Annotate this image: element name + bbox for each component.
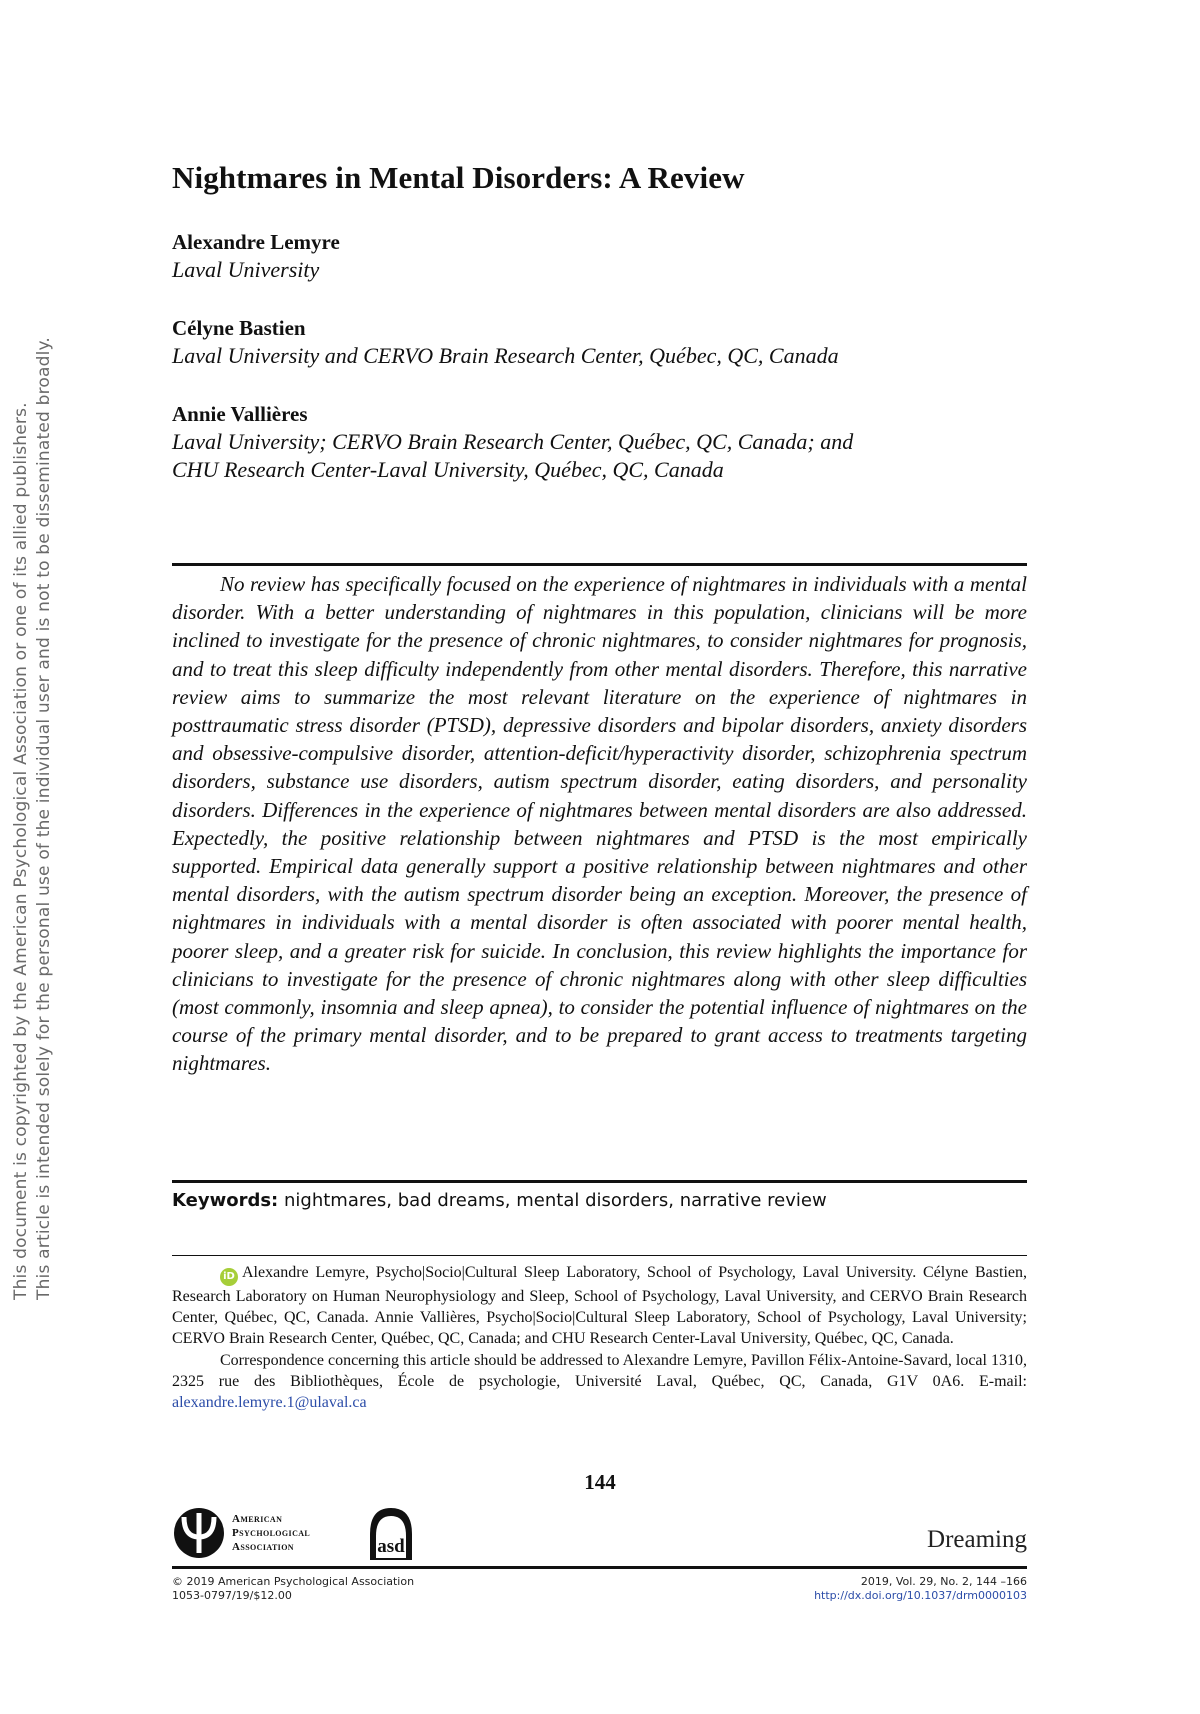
author-block-2 bbox=[172, 314, 839, 370]
author-name: Célyne Bastien bbox=[172, 316, 306, 340]
issn-line: 1053-0797/19/$12.00 bbox=[172, 1589, 292, 1602]
author-name: Annie Vallières bbox=[172, 402, 308, 426]
keywords bbox=[172, 1190, 1027, 1211]
affiliations-footnote bbox=[172, 1262, 1027, 1350]
abstract-top-rule bbox=[172, 563, 1027, 566]
abstract-bottom-rule bbox=[172, 1180, 1027, 1183]
author-affiliation: Laval University and CERVO Brain Research Center, Québec, QC, Canada bbox=[172, 343, 839, 368]
author-name: Alexandre Lemyre bbox=[172, 230, 340, 254]
correspondence-footnote bbox=[172, 1350, 1027, 1414]
bottom-rule bbox=[172, 1566, 1027, 1569]
author-block-3 bbox=[172, 400, 853, 484]
side-notice-line-1: This document is copyrighted by the American Psychological Association or one of its allied publishers. bbox=[11, 402, 31, 1300]
article-title: Nightmares in Mental Disorders: A Review bbox=[172, 160, 745, 195]
author-block-1 bbox=[172, 228, 340, 284]
psi-icon bbox=[172, 1507, 226, 1559]
asd-logo bbox=[366, 1504, 416, 1567]
copyright-side-notice bbox=[10, 337, 56, 1300]
citation-info bbox=[814, 1575, 1027, 1603]
page-number: 144 bbox=[584, 1470, 616, 1494]
apa-wordmark: American Psychological Association bbox=[232, 1513, 311, 1553]
author-affiliation: Laval University bbox=[172, 257, 320, 282]
copyright-info bbox=[172, 1575, 414, 1603]
footnotes bbox=[172, 1262, 1027, 1413]
keywords-label: Keywords: bbox=[172, 1190, 279, 1211]
footnote-rule bbox=[172, 1255, 1027, 1256]
svg-text:asd: asd bbox=[377, 1536, 405, 1557]
orcid-icon[interactable]: iD bbox=[220, 1268, 238, 1286]
email-link[interactable]: alexandre.lemyre.1@ulaval.ca bbox=[172, 1394, 367, 1412]
keywords-text: nightmares, bad dreams, mental disorders, narrative review bbox=[283, 1190, 827, 1211]
journal-name: Dreaming bbox=[927, 1526, 1027, 1553]
correspondence-text: Correspondence concerning this article should be addressed to Alexandre Lemyre, Pavillon Félix-Antoine-Savard, local 1310, 2325 rue des Bibliothèques, École de psychologie, Université Laval, Québec, QC, Canada, G1V 0A6. E-mail: bbox=[172, 1351, 1027, 1390]
author-affiliation-line-1: Laval University; CERVO Brain Research Center, Québec, QC, Canada; and bbox=[172, 429, 854, 454]
copyright-line: © 2019 American Psychological Association bbox=[172, 1575, 415, 1588]
affiliations-text: Alexandre Lemyre, Psycho|Socio|Cultural Sleep Laboratory, School of Psychology, Laval University. Célyne Bastien, Research Laboratory on Human Neurophysiology and Sleep, School of Psychology, Laval University, and CERVO Brain Research Center, Québec, QC, Canada. Annie Vallières, Psycho|Socio|Cultural Sleep Laboratory, School of Psychology, Laval University; CERVO Brain Research Center, Québec, QC, Canada; and CHU Research Center-Laval University, Québec, QC, Canada. bbox=[172, 1264, 1027, 1348]
abstract: No review has specifically focused on the experience of nightmares in individuals with a mental disorder. With a better understanding of nightmares in this population, clinicians will be more inclined to investigate for the presence of chronic nightmares, to consider nightmares for prognosis, and to treat this sleep difficulty independently from other mental disorders. Therefore, this narrative review aims to summarize the most relevant literature on the experience of nightmares in posttraumatic stress disorder (PTSD), depressive disorders and bipolar disorders, anxiety disorders and obsessive-compulsive disorder, attention-deficit/hyperactivity disorder, schizophrenia spectrum disorders, substance use disorders, autism spectrum disorder, eating disorders, and personality disorders. Differences in the experience of nightmares between mental disorders are also addressed. Expectedly, the positive relationship between nightmares and PTSD is the most empirically supported. Empirical data generally support a positive relationship between nightmares and other mental disorders, with the autism spectrum disorder being an exception. Moreover, the presence of nightmares in individuals with a mental disorder is often associated with poorer mental health, poorer sleep, and a greater risk for suicide. In conclusion, this review highlights the importance for clinicians to investigate for the presence of chronic nightmares along with other sleep difficulties (most commonly, insomnia and sleep apnea), to consider the potential influence of nightmares on the course of the primary mental disorder, and to be prepared to grant access to treatments targeting nightmares. bbox=[172, 572, 1027, 1076]
author-affiliation-line-2: CHU Research Center-Laval University, Québec, QC, Canada bbox=[172, 457, 724, 482]
apa-logo bbox=[172, 1508, 310, 1558]
volume-line: 2019, Vol. 29, No. 2, 144 –166 bbox=[860, 1575, 1027, 1588]
asd-icon bbox=[366, 1504, 416, 1562]
side-notice-line-2: This article is intended solely for the personal use of the individual user and is not to be disseminated broadly. bbox=[34, 337, 54, 1300]
doi-link[interactable]: http://dx.doi.org/10.1037/drm0000103 bbox=[814, 1589, 1027, 1602]
